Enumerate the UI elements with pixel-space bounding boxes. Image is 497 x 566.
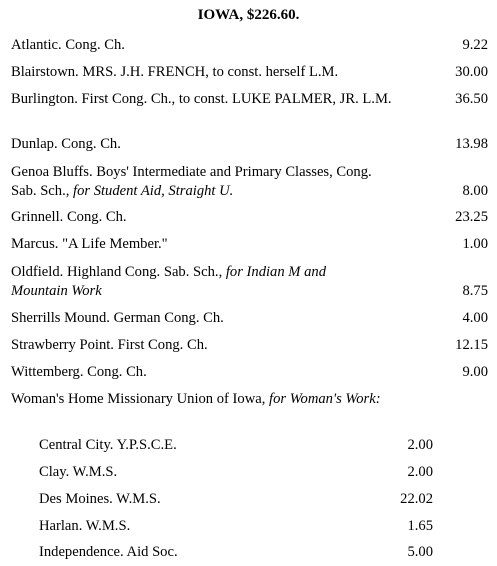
entry-note: for Student Aid, Straight U. [73,183,234,199]
union-text: Woman's Home Missionary Union of Iowa, for Woman's Work: [11,391,381,407]
entry-text [11,90,401,109]
entry-place: Genoa Bluffs. [11,164,93,180]
entry-donor: German Cong. Ch. [113,310,224,326]
entry-place: Oldfield. [11,264,64,280]
entry-text [11,208,386,227]
entry-donor: First Cong. Ch. [117,337,208,353]
union-item-amount: 1.65 [407,518,433,534]
contribution-entry [11,36,488,55]
entry-donor: MRS. J.H. FRENCH, to const. herself L.M. [82,64,339,80]
entry-donor: Cong. Ch. [66,209,127,225]
entry-place: Sherrills Mound. [11,310,110,326]
union-note: for Woman's Work: [269,391,381,407]
union-item-place: Clay. [39,464,70,480]
union-item-amount: 5.00 [407,544,433,560]
union-item-place: Harlan. [39,518,83,534]
entry-donor: Highland Cong. Sab. Sch., [66,264,223,280]
entry-place: Burlington. [11,91,78,107]
union-item-amount: 2.00 [407,437,433,453]
entry-text [11,336,386,355]
entry-place: Atlantic. [11,37,62,53]
union-item-place: Independence. [39,544,124,560]
entry-text [11,135,386,154]
section-heading: IOWA, $226.60. [197,7,300,23]
entry-donor: "A Life Member." [62,236,168,252]
entry-place: Grinnell. [11,209,64,225]
union-item-donor: Y.P.S.C.E. [116,437,177,453]
entry-place: Marcus. [11,236,59,252]
entry-amount: 30.00 [455,64,488,80]
union-item-place: Des Moines. [39,491,113,507]
entry-text [11,36,386,55]
entry-place: Blairstown. [11,64,79,80]
entry-text [11,263,361,301]
entry-text [11,363,386,382]
union-item [39,436,433,455]
entry-place: Dunlap. [11,136,58,152]
entry-place: Strawberry Point. [11,337,114,353]
entry-note: for Indian M and Mountain Work [11,264,327,299]
union-item-donor: W.M.S. [85,518,131,534]
contribution-entry [11,163,488,201]
union-item-donor: W.M.S. [116,491,161,507]
entry-amount: 9.22 [462,37,488,53]
entry-amount: 4.00 [462,310,488,326]
contribution-entry [11,336,488,355]
union-item-donor: W.M.S. [72,464,118,480]
entry-amount: 1.00 [462,236,488,252]
entry-donor: Cong. Ch. [65,37,125,53]
union-item-amount: 22.02 [400,491,433,507]
entry-amount: 12.15 [455,337,488,353]
union-item-place: Central City. [39,437,114,453]
entry-amount: 8.00 [462,183,488,199]
entry-donor: Boys' Intermediate and Primary Classes, Cong. Sab. Sch., [11,164,372,199]
entry-amount: 23.25 [455,209,488,225]
entry-donor: Cong. Ch. [61,136,121,152]
entry-text [11,163,391,201]
union-item [39,490,433,509]
contribution-entry [11,90,488,109]
entry-amount: 8.75 [462,283,488,299]
union-item-donor: Aid Soc. [126,544,178,560]
contribution-entry [11,63,488,82]
contribution-entry [11,235,488,254]
union-item-amount: 2.00 [407,464,433,480]
entry-text [11,309,386,328]
union-heading [11,390,488,409]
union-item [39,463,433,482]
entry-place: Wittemberg. [11,364,84,380]
entry-donor: First Cong. Ch., to const. LUKE PALMER, JR. L.M. [81,91,392,107]
entry-amount: 13.98 [455,136,488,152]
entry-text [11,63,431,82]
entry-donor: Cong. Ch. [87,364,147,380]
contribution-entry [11,263,488,301]
union-item [39,543,433,562]
entry-amount: 9.00 [462,364,488,380]
union-item [39,517,433,536]
contribution-entry [11,208,488,227]
contribution-entry [11,309,488,328]
entry-amount: 36.50 [455,91,488,107]
entry-text [11,235,386,254]
contribution-entry [11,135,488,154]
contribution-entry [11,363,488,382]
